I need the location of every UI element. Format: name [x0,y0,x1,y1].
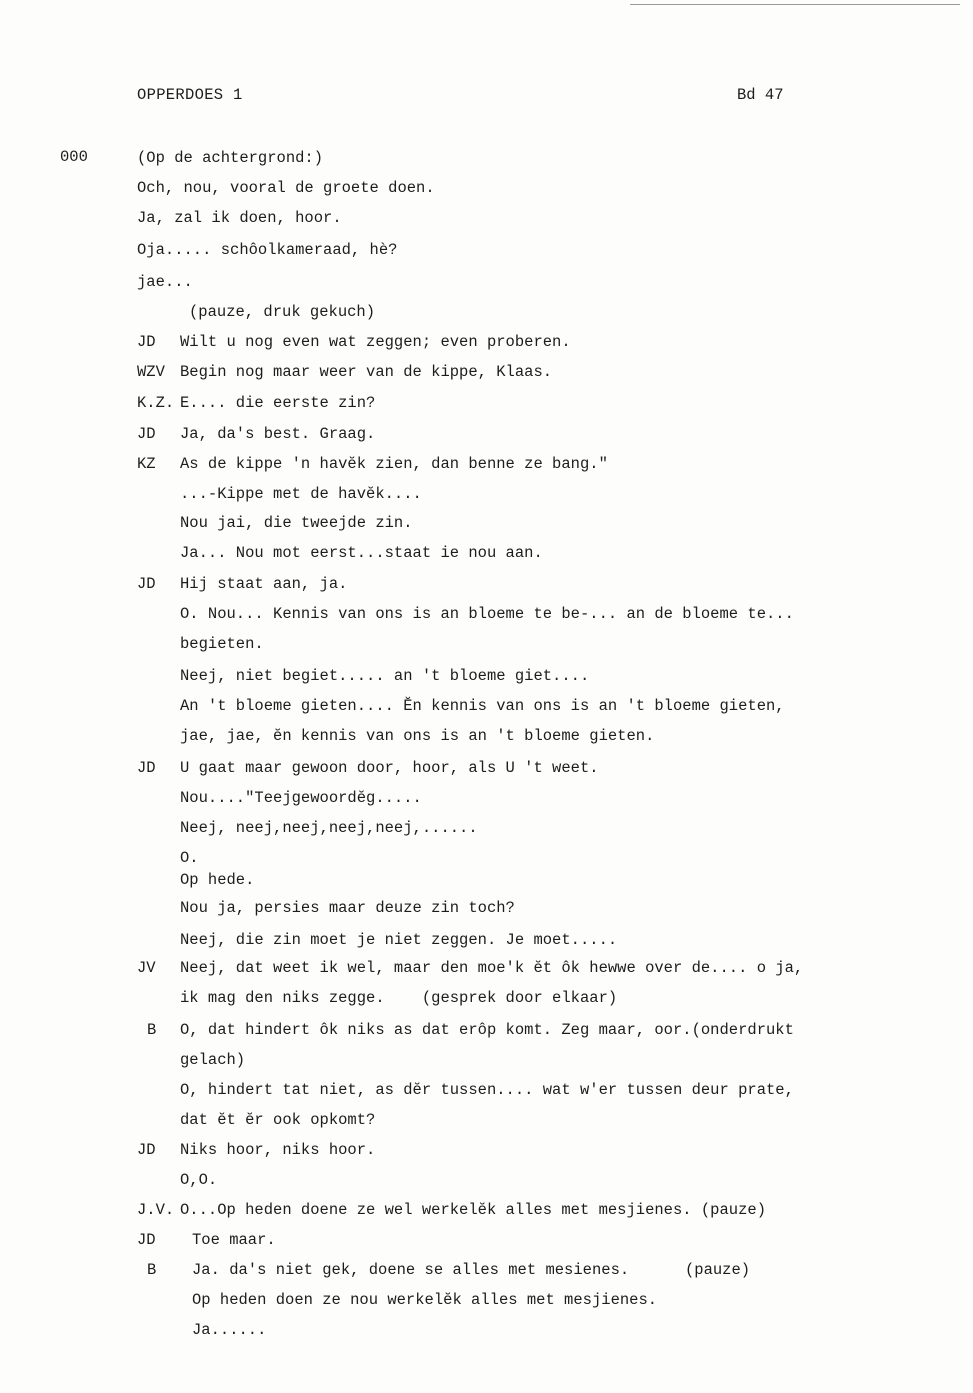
utterance-text: Niks hoor, niks hoor. [180,1141,376,1159]
speaker-label: KZ [137,455,156,473]
utterance-text: Begin nog maar weer van de kippe, Klaas. [180,363,553,381]
utterance-text: (pauze, druk gekuch) [189,303,376,321]
page-reference: Bd 47 [737,86,784,104]
utterance-text: E.... die eerste zin? [180,394,376,412]
utterance-text: begieten. [180,635,264,653]
speaker-label: JD [137,759,156,777]
utterance-text: Ja. da's niet gek, doene se alles met mesienes. (pauze) [192,1261,751,1279]
speaker-label: JD [137,1141,156,1159]
utterance-text: U gaat maar gewoon door, hoor, als U 't weet. [180,759,599,777]
utterance-text: Och, nou, vooral de groete doen. [137,179,435,197]
utterance-text: Oja..... schôolkameraad, hè? [137,241,398,259]
utterance-text: Wilt u nog even wat zeggen; even proberen. [180,333,571,351]
tape-counter: 000 [60,148,88,166]
utterance-text: Toe maar. [192,1231,276,1249]
utterance-text: O. [180,849,199,867]
speaker-label: JD [137,575,156,593]
speaker-label: B [147,1261,157,1279]
speaker-label: B [147,1021,157,1039]
utterance-text: O...Op heden doene ze wel werkelĕk alles met mesjienes. (pauze) [180,1201,766,1219]
utterance-text: ik mag den niks zegge. (gesprek door elkaar) [180,989,618,1007]
utterance-text: O. Nou... Kennis van ons is an bloeme te be-... an de bloeme te... [180,605,794,623]
top-rule [630,4,960,5]
utterance-text: ...-Kippe met de havĕk.... [180,485,422,503]
utterance-text: jae, jae, ĕn kennis van ons is an 't bloeme gieten. [180,727,655,745]
utterance-text: gelach) [180,1051,246,1069]
utterance-text: Nou jai, die tweejde zin. [180,514,413,532]
utterance-text: O,O. [180,1171,218,1189]
document-title: OPPERDOES 1 [137,86,243,104]
utterance-text: Neej, neej,neej,neej,neej,...... [180,819,478,837]
utterance-text: Neej, die zin moet je niet zeggen. Je moet..... [180,931,618,949]
utterance-text: Nou...."Teejgewoordĕg..... [180,789,422,807]
utterance-text: Hij staat aan, ja. [180,575,348,593]
utterance-text: An 't bloeme gieten.... Ĕn kennis van ons is an 't bloeme gieten, [180,697,785,715]
speaker-label: JV [137,959,156,977]
utterance-text: Op hede. [180,871,255,889]
utterance-text: Ja...... [192,1321,267,1339]
utterance-text: Ja, da's best. Graag. [180,425,376,443]
utterance-text: Ja... Nou mot eerst...staat ie nou aan. [180,544,543,562]
speaker-label: WZV [137,363,165,381]
utterance-text: dat ĕt ĕr ook opkomt? [180,1111,376,1129]
speaker-label: JD [137,1231,156,1249]
speaker-label: JD [137,333,156,351]
utterance-text: Ja, zal ik doen, hoor. [137,209,342,227]
speaker-label: JD [137,425,156,443]
speaker-label: K.Z. [137,394,175,412]
utterance-text: As de kippe 'n havĕk zien, dan benne ze bang." [180,455,608,473]
utterance-text: jae... [137,273,193,291]
utterance-text: Neej, niet begiet..... an 't bloeme giet.... [180,667,590,685]
speaker-label: J.V. [137,1201,175,1219]
utterance-text: O, hindert tat niet, as dĕr tussen.... wat w'er tussen deur prate, [180,1081,794,1099]
utterance-text: Neej, dat weet ik wel, maar den moe'k ĕt ôk hewwe over de.... o ja, [180,959,804,977]
utterance-text: Op heden doen ze nou werkelĕk alles met mesjienes. [192,1291,658,1309]
utterance-text: O, dat hindert ôk niks as dat erôp komt. Zeg maar, oor.(onderdrukt [180,1021,794,1039]
utterance-text: Nou ja, persies maar deuze zin toch? [180,899,515,917]
utterance-text: (Op de achtergrond:) [137,149,324,167]
